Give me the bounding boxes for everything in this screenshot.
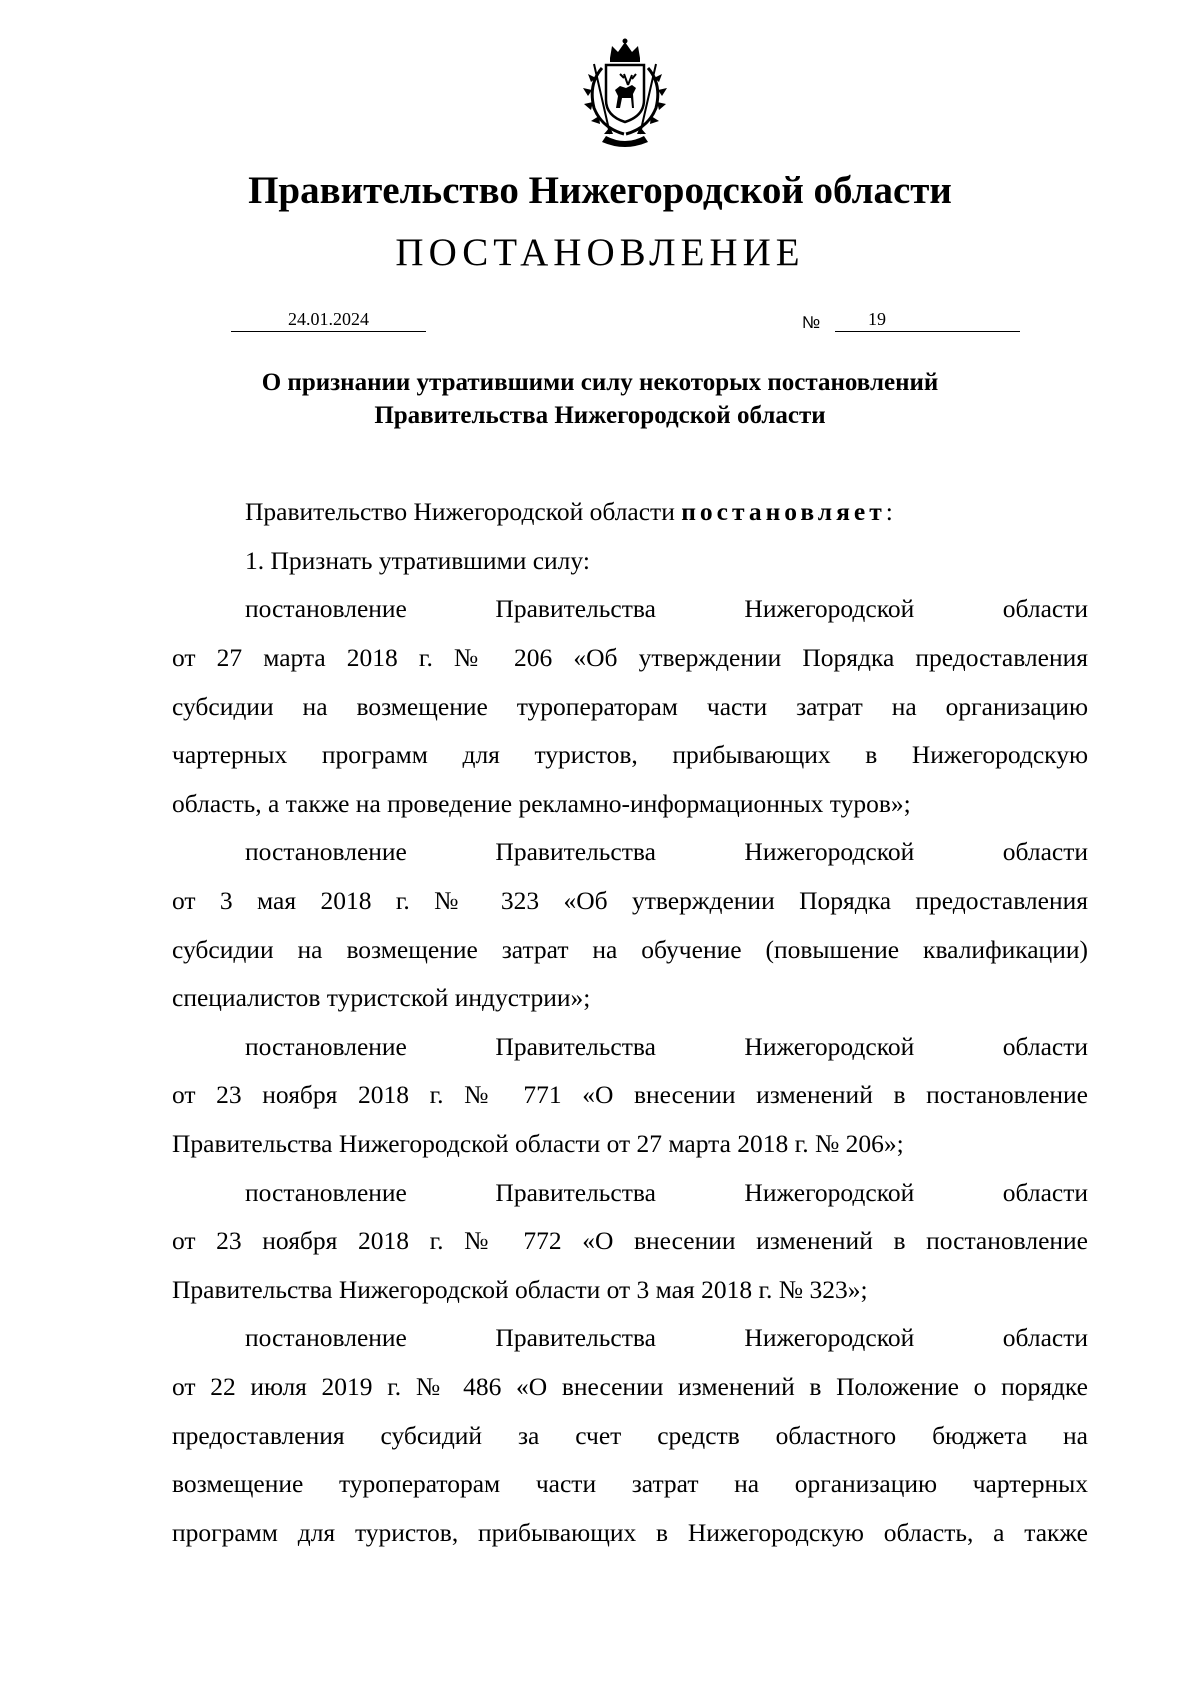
body-line: Правительства Нижегородской области от 27 марта 2018 г. № 206»;: [172, 1129, 904, 1158]
body-line: чартерных программ для туристов, прибывающих в Нижегородскую: [172, 740, 1088, 769]
document-type: ПОСТАНОВЛЕНИЕ: [395, 231, 805, 274]
body-line: постановление Правительства Нижегородской области: [245, 1323, 1088, 1352]
body-line: предоставления субсидий за счет средств областного бюджета на: [172, 1421, 1088, 1450]
body-line: область, а также на проведение рекламно-информационных туров»;: [172, 789, 911, 818]
body-line: субсидии на возмещение туроператорам части затрат на организацию: [172, 692, 1088, 721]
organization-name: Правительство Нижегородской области: [248, 169, 952, 212]
body-line: от 23 ноября 2018 г. № 772 «О внесении изменений в постановление: [172, 1226, 1088, 1255]
document-date: [231, 308, 426, 332]
preamble-end: :: [885, 497, 893, 526]
title-line-2: Правительства Нижегородской области: [374, 402, 826, 429]
body-line: от 27 марта 2018 г. № 206 «Об утверждении Порядка предоставления: [172, 643, 1088, 672]
preamble-verb: постановляет: [681, 497, 886, 526]
body-line: от 3 мая 2018 г. № 323 «Об утверждении Порядка предоставления: [172, 886, 1088, 915]
body-line: возмещение туроператорам части затрат на организацию чартерных: [172, 1469, 1088, 1498]
body-line: постановление Правительства Нижегородской области: [245, 1032, 1088, 1061]
item-1: 1. Признать утратившими силу:: [245, 546, 590, 575]
body-line: от 23 ноября 2018 г. № 771 «О внесении изменений в постановление: [172, 1080, 1088, 1109]
body-line: от 22 июля 2019 г. № 486 «О внесении изменений в Положение о порядке: [172, 1372, 1088, 1401]
number-value: 19: [868, 309, 886, 329]
preamble: [245, 497, 893, 527]
document-number: [835, 308, 1020, 332]
body-line: программ для туристов, прибывающих в Нижегородскую область, а также: [172, 1518, 1088, 1547]
date-value: 24.01.2024: [288, 309, 369, 329]
body-line: постановление Правительства Нижегородской области: [245, 837, 1088, 866]
number-label: №: [802, 313, 821, 332]
body-line: постановление Правительства Нижегородской области: [245, 1178, 1088, 1207]
coat-of-arms-icon: [566, 38, 684, 150]
body-line: субсидии на возмещение затрат на обучение (повышение квалификации): [172, 935, 1088, 964]
preamble-text: Правительство Нижегородской области: [245, 497, 675, 526]
body-line: Правительства Нижегородской области от 3 мая 2018 г. № 323»;: [172, 1275, 868, 1304]
title-line-1: О признании утратившими силу некоторых постановлений: [261, 369, 939, 396]
document-title: [0, 366, 1200, 432]
body-line: постановление Правительства Нижегородской области: [245, 594, 1088, 623]
body-line: специалистов туристской индустрии»;: [172, 983, 591, 1012]
